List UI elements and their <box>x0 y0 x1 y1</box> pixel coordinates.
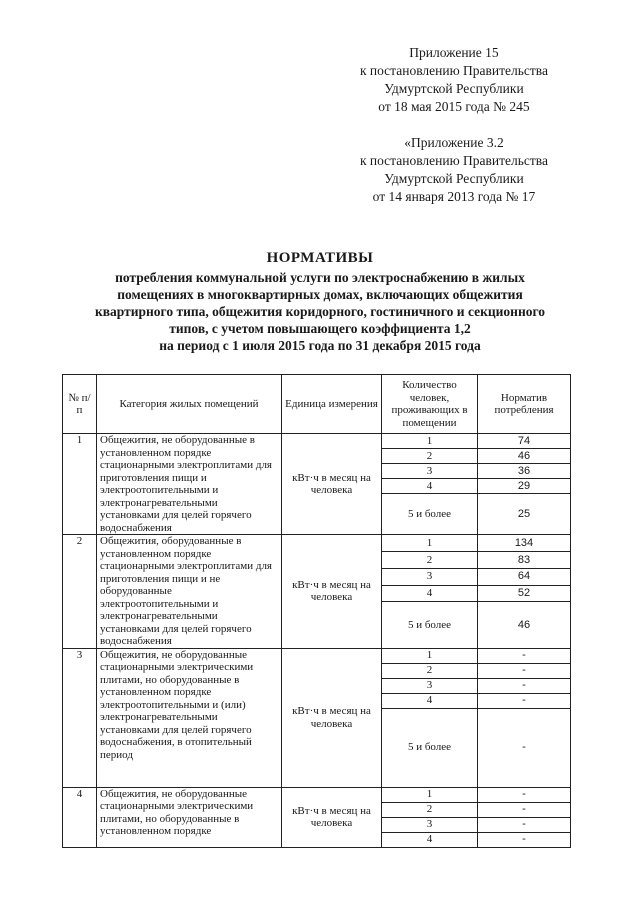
appendix-32-title: «Приложение 3.2 <box>404 135 504 150</box>
norm-value-cell: 36 <box>478 464 571 479</box>
table-body <box>63 434 571 848</box>
row-number: 3 <box>63 648 97 787</box>
people-count-cell: 4 <box>382 585 478 602</box>
row-number: 4 <box>63 787 97 847</box>
title-main: НОРМАТИВЫ <box>266 250 374 266</box>
norms-table <box>62 374 571 848</box>
appendix-32-region: Удмуртской Республики <box>384 171 524 186</box>
norm-value-cell: - <box>478 787 571 802</box>
title-line-2: помещениях в многоквартирных домах, включающих общежития <box>117 287 523 302</box>
appendix-15-ref: к постановлению Правительства <box>359 63 548 78</box>
row-number: 1 <box>63 434 97 535</box>
people-count-cell: 4 <box>382 479 478 494</box>
norm-value-cell: - <box>478 802 571 817</box>
norm-value-cell: 46 <box>478 449 571 464</box>
norm-value-cell: 52 <box>478 585 571 602</box>
people-count-cell: 3 <box>382 568 478 585</box>
header-unit: Единица измерения <box>282 375 382 434</box>
people-count-cell: 4 <box>382 693 478 708</box>
document-title <box>60 250 580 354</box>
row-unit: кВт·ч в месяц на человека <box>282 535 382 649</box>
people-count-cell: 3 <box>382 817 478 832</box>
people-count-cell: 5 и более <box>382 708 478 787</box>
table-row <box>63 648 571 663</box>
norm-value-cell: 64 <box>478 568 571 585</box>
people-count-cell: 3 <box>382 464 478 479</box>
appendix-32-ref: к постановлению Правительства <box>359 153 548 168</box>
table-header-row <box>63 375 571 434</box>
row-unit: кВт·ч в месяц на человека <box>282 648 382 787</box>
header-num: № п/п <box>63 375 97 434</box>
header-category: Категория жилых помещений <box>97 375 282 434</box>
norm-value-cell: - <box>478 817 571 832</box>
appendix-32-date: от 14 января 2013 года № 17 <box>372 189 536 204</box>
people-count-cell: 4 <box>382 832 478 847</box>
row-unit: кВт·ч в месяц на человека <box>282 434 382 535</box>
row-category: Общежития, не оборудованные стационарными электрическими плитами, но оборудованные в установленном порядке <box>97 787 282 847</box>
norm-value-cell: 46 <box>478 602 571 648</box>
people-count-cell: 1 <box>382 535 478 552</box>
norm-value-cell: 74 <box>478 434 571 449</box>
norm-value-cell: - <box>478 663 571 678</box>
appendix-15-region: Удмуртской Республики <box>384 81 524 96</box>
norm-value-cell: - <box>478 678 571 693</box>
people-count-cell: 2 <box>382 551 478 568</box>
people-count-cell: 3 <box>382 678 478 693</box>
people-count-cell: 5 и более <box>382 602 478 648</box>
row-category: Общежития, не оборудованные стационарными электрическими плитами, но оборудованные в установленном порядке электроотопительными и (или) электронагревательными установками для целей горячего водоснабжения, в отопительный период <box>97 648 282 787</box>
people-count-cell: 2 <box>382 449 478 464</box>
appendix-15-block <box>360 44 548 116</box>
norm-value-cell: - <box>478 648 571 663</box>
table-row <box>63 535 571 552</box>
header-norm: Норматив потребления <box>478 375 571 434</box>
people-count-cell: 5 и более <box>382 494 478 535</box>
norm-value-cell: - <box>478 832 571 847</box>
people-count-cell: 1 <box>382 434 478 449</box>
appendix-32-block <box>360 134 548 206</box>
title-line-3: квартирного типа, общежития коридорного, гостиничного и секционного <box>94 304 546 319</box>
appendix-15-date: от 18 мая 2015 года № 245 <box>378 99 530 114</box>
norm-value-cell: 83 <box>478 551 571 568</box>
header-people: Количество человек, проживающих в помещении <box>382 375 478 434</box>
row-number: 2 <box>63 535 97 649</box>
people-count-cell: 2 <box>382 663 478 678</box>
table-row <box>63 434 571 449</box>
row-unit: кВт·ч в месяц на человека <box>282 787 382 847</box>
table-row <box>63 787 571 802</box>
title-line-5: на период с 1 июля 2015 года по 31 декабря 2015 года <box>159 338 481 353</box>
appendix-15-title: Приложение 15 <box>409 45 499 60</box>
row-category: Общежития, не оборудованные в установленном порядке стационарными электроплитами для приготовления пищи и электроотопительными и электронагревательными установками для целей горячего водоснабжения <box>97 434 282 535</box>
people-count-cell: 2 <box>382 802 478 817</box>
row-category: Общежития, оборудованные в установленном порядке стационарными электроплитами для приготовления пищи и не оборудованные электроотопительными и электронагревательными установками для целей горячего водоснабжения <box>97 535 282 649</box>
norm-value-cell: 25 <box>478 494 571 535</box>
title-line-4: типов, с учетом повышающего коэффициента 1,2 <box>169 321 471 336</box>
people-count-cell: 1 <box>382 787 478 802</box>
title-line-1: потребления коммунальной услуги по электроснабжению в жилых <box>115 270 525 285</box>
norm-value-cell: 134 <box>478 535 571 552</box>
norm-value-cell: - <box>478 693 571 708</box>
norm-value-cell: 29 <box>478 479 571 494</box>
people-count-cell: 1 <box>382 648 478 663</box>
norm-value-cell: - <box>478 708 571 787</box>
